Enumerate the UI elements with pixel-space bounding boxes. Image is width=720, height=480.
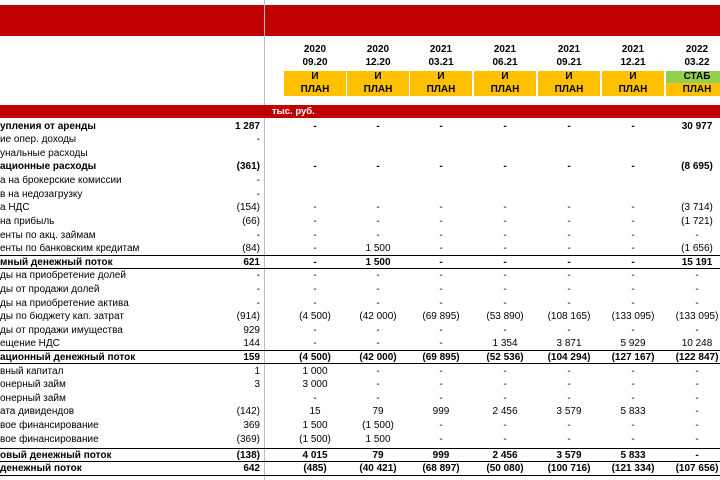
row-label: денежный поток: [0, 463, 82, 474]
row-total: 159: [243, 352, 260, 363]
row-total: 1 287: [234, 121, 260, 132]
table-cell: [540, 174, 598, 187]
row-total: 144: [243, 338, 260, 349]
header-label2: ПЛАН: [410, 83, 472, 96]
table-cell: -: [439, 243, 443, 254]
header-month: 12.21: [620, 57, 646, 68]
table-cell: -: [567, 366, 571, 377]
row-label: вое финансирование: [0, 420, 99, 431]
row-label: ды от продажи долей: [0, 284, 100, 295]
table-cell: -: [313, 243, 317, 254]
row-total: -: [256, 189, 260, 200]
table-cell: -: [631, 393, 635, 404]
header-year: 2021: [429, 44, 453, 55]
table-cell: 1 354: [492, 338, 518, 349]
table-cell: [668, 174, 720, 187]
table-cell: [476, 133, 534, 146]
header-year: 2020: [366, 44, 390, 55]
table-cell: -: [313, 230, 317, 241]
table-cell: [604, 147, 662, 160]
table-cell: -: [695, 284, 699, 295]
table-cell: -: [567, 270, 571, 281]
table-cell: -: [567, 257, 571, 268]
table-cell: (133 095): [675, 311, 719, 322]
row-divider: [0, 475, 720, 476]
table-cell: -: [376, 298, 380, 309]
table-cell: -: [567, 379, 571, 390]
table-cell: [668, 147, 720, 160]
table-cell: -: [376, 161, 380, 172]
header-label2: ПЛАН: [538, 83, 600, 96]
table-cell: -: [313, 202, 317, 213]
table-cell: -: [313, 121, 317, 132]
header-month: 06.21: [492, 57, 518, 68]
table-cell: -: [503, 379, 507, 390]
table-cell: -: [376, 393, 380, 404]
table-cell: [412, 188, 470, 201]
table-cell: [349, 174, 407, 187]
row-label: а на брокерские комиссии: [0, 175, 122, 186]
table-cell: -: [567, 230, 571, 241]
row-divider: [0, 448, 720, 449]
table-cell: -: [503, 284, 507, 295]
table-cell: (108 165): [547, 311, 591, 322]
table-cell: -: [695, 434, 699, 445]
row-label: ды на приобретение актива: [0, 298, 129, 309]
table-cell: -: [503, 121, 507, 132]
table-cell: 5 833: [620, 450, 646, 461]
table-cell: (121 334): [611, 463, 655, 474]
table-cell: -: [376, 366, 380, 377]
table-cell: [412, 147, 470, 160]
row-label: унальные расходы: [0, 148, 88, 159]
table-cell: -: [503, 230, 507, 241]
header-month: 09.20: [302, 57, 328, 68]
table-cell: [540, 188, 598, 201]
table-cell: -: [503, 434, 507, 445]
row-total: -: [256, 270, 260, 281]
table-cell: -: [631, 379, 635, 390]
header-label1: И: [284, 71, 346, 83]
table-cell: (485): [303, 463, 327, 474]
table-cell: -: [695, 379, 699, 390]
table-cell: [349, 133, 407, 146]
row-label: мный денежный поток: [0, 257, 113, 268]
table-cell: -: [313, 257, 317, 268]
table-cell: (52 536): [486, 352, 524, 363]
table-cell: 3 579: [556, 406, 582, 417]
header-label2: ПЛАН: [666, 83, 720, 96]
header-year: 2022: [685, 44, 709, 55]
table-cell: -: [376, 121, 380, 132]
table-cell: -: [695, 450, 699, 461]
table-cell: -: [567, 420, 571, 431]
header-label1: И: [602, 71, 664, 83]
header-label2: ПЛАН: [602, 83, 664, 96]
table-cell: -: [376, 230, 380, 241]
table-cell: 2 456: [492, 406, 518, 417]
table-cell: -: [439, 257, 443, 268]
row-label: ещение НДС: [0, 338, 60, 349]
row-total: 929: [243, 325, 260, 336]
table-cell: -: [503, 420, 507, 431]
table-cell: 15: [309, 406, 321, 417]
table-cell: -: [439, 270, 443, 281]
table-cell: (1 656): [681, 243, 713, 254]
table-cell: (133 095): [611, 311, 655, 322]
table-cell: -: [631, 121, 635, 132]
table-cell: 3 579: [556, 450, 582, 461]
table-cell: -: [695, 298, 699, 309]
table-cell: -: [439, 284, 443, 295]
table-cell: [412, 174, 470, 187]
table-cell: (8 695): [681, 161, 713, 172]
table-cell: (42 000): [359, 311, 397, 322]
row-total: (66): [242, 216, 260, 227]
table-cell: -: [631, 161, 635, 172]
table-cell: -: [439, 420, 443, 431]
table-cell: 5 929: [620, 338, 646, 349]
table-cell: (4 500): [299, 311, 331, 322]
table-cell: -: [567, 202, 571, 213]
row-label: онерный займ: [0, 379, 66, 390]
table-cell: -: [567, 161, 571, 172]
row-total: (84): [242, 243, 260, 254]
table-cell: 999: [432, 406, 450, 417]
header-label2: ПЛАН: [474, 83, 536, 96]
row-label: вое финансирование: [0, 434, 99, 445]
table-cell: -: [439, 230, 443, 241]
section-band: [0, 105, 720, 118]
table-cell: [668, 188, 720, 201]
table-cell: -: [439, 338, 443, 349]
table-cell: -: [439, 434, 443, 445]
table-cell: -: [376, 270, 380, 281]
table-cell: 2 456: [492, 450, 518, 461]
table-cell: -: [567, 284, 571, 295]
table-cell: 10 248: [681, 338, 713, 349]
row-divider: [0, 461, 720, 462]
table-cell: -: [439, 379, 443, 390]
table-cell: -: [503, 270, 507, 281]
table-cell: [476, 147, 534, 160]
table-cell: -: [695, 230, 699, 241]
table-cell: -: [503, 161, 507, 172]
row-label: ата дивидендов: [0, 406, 75, 417]
table-cell: (1 500): [362, 420, 394, 431]
header-label2: ПЛАН: [284, 83, 346, 96]
row-total: 369: [243, 420, 260, 431]
row-divider: [0, 268, 720, 269]
row-label: ды от продажи имущества: [0, 325, 123, 336]
table-cell: (40 421): [359, 463, 397, 474]
table-cell: -: [631, 434, 635, 445]
table-cell: [540, 133, 598, 146]
table-cell: 5 833: [620, 406, 646, 417]
row-total: (138): [236, 450, 260, 461]
table-cell: [604, 188, 662, 201]
title-bar: [0, 5, 720, 36]
units-label: тыс. руб.: [272, 106, 315, 117]
table-cell: 30 977: [681, 121, 713, 132]
table-cell: -: [503, 202, 507, 213]
table-cell: 999: [432, 450, 450, 461]
table-cell: -: [631, 325, 635, 336]
table-cell: [286, 188, 344, 201]
table-cell: -: [567, 121, 571, 132]
row-total: -: [256, 175, 260, 186]
table-cell: -: [631, 243, 635, 254]
table-cell: -: [439, 298, 443, 309]
row-label: онерный займ: [0, 393, 66, 404]
table-cell: -: [695, 406, 699, 417]
table-cell: (107 656): [675, 463, 719, 474]
row-label: ды на приобретение долей: [0, 270, 126, 281]
table-cell: [668, 133, 720, 146]
table-cell: -: [503, 393, 507, 404]
table-cell: -: [439, 366, 443, 377]
table-cell: -: [567, 216, 571, 227]
table-cell: (50 080): [486, 463, 524, 474]
row-label: ационные расходы: [0, 161, 97, 172]
row-label: на прибыль: [0, 216, 55, 227]
table-cell: -: [313, 338, 317, 349]
row-divider: [0, 255, 720, 256]
row-divider: [0, 363, 720, 364]
table-cell: -: [376, 202, 380, 213]
row-total: -: [256, 134, 260, 145]
table-cell: -: [503, 216, 507, 227]
row-label: енты по банковским кредитам: [0, 243, 140, 254]
table-cell: -: [313, 298, 317, 309]
column-separator: [264, 0, 265, 480]
row-total: [200, 392, 260, 405]
table-cell: -: [313, 325, 317, 336]
header-month: 03.22: [684, 57, 710, 68]
header-label1: И: [347, 71, 409, 83]
table-cell: -: [695, 325, 699, 336]
header-label1: И: [474, 71, 536, 83]
table-cell: (1 721): [681, 216, 713, 227]
table-cell: -: [376, 284, 380, 295]
table-cell: -: [695, 270, 699, 281]
table-cell: 1 000: [302, 366, 328, 377]
header-month: 12.20: [365, 57, 391, 68]
table-cell: -: [567, 325, 571, 336]
header-month: 03.21: [428, 57, 454, 68]
table-cell: 1 500: [302, 420, 328, 431]
table-cell: -: [567, 393, 571, 404]
table-cell: -: [439, 202, 443, 213]
row-total: 621: [243, 257, 260, 268]
table-cell: -: [439, 161, 443, 172]
table-cell: 1 500: [365, 434, 391, 445]
table-cell: (104 294): [547, 352, 591, 363]
row-total: 642: [243, 463, 260, 474]
table-cell: (69 895): [422, 352, 460, 363]
table-cell: (1 500): [299, 434, 331, 445]
table-cell: 3 000: [302, 379, 328, 390]
table-cell: [349, 188, 407, 201]
row-label: вный капитал: [0, 366, 64, 377]
header-year: 2021: [621, 44, 645, 55]
table-cell: -: [631, 230, 635, 241]
table-cell: (42 000): [359, 352, 397, 363]
header-month: 09.21: [556, 57, 582, 68]
table-cell: (122 847): [675, 352, 719, 363]
row-label: енты по акц. займам: [0, 230, 96, 241]
table-cell: 1 500: [365, 257, 391, 268]
table-cell: -: [313, 216, 317, 227]
table-cell: -: [503, 298, 507, 309]
table-cell: [412, 133, 470, 146]
table-cell: [604, 133, 662, 146]
table-cell: -: [313, 161, 317, 172]
table-cell: [476, 174, 534, 187]
table-cell: -: [631, 420, 635, 431]
table-cell: -: [631, 202, 635, 213]
table-cell: -: [313, 284, 317, 295]
header-label1: СТАБ: [666, 71, 720, 83]
table-cell: (69 895): [422, 311, 460, 322]
table-cell: -: [567, 434, 571, 445]
row-label: ды по бюджету кап. затрат: [0, 311, 124, 322]
table-cell: -: [503, 257, 507, 268]
table-cell: -: [695, 393, 699, 404]
table-cell: -: [631, 270, 635, 281]
table-cell: (68 897): [422, 463, 460, 474]
table-cell: 4 015: [302, 450, 328, 461]
table-cell: (4 500): [299, 352, 331, 363]
row-label: ие опер. доходы: [0, 134, 77, 145]
header-label2: ПЛАН: [347, 83, 409, 96]
table-cell: -: [313, 270, 317, 281]
table-cell: -: [631, 216, 635, 227]
table-cell: (53 890): [486, 311, 524, 322]
header-label1: И: [410, 71, 472, 83]
table-cell: -: [376, 325, 380, 336]
row-total: (154): [236, 202, 260, 213]
table-cell: -: [313, 393, 317, 404]
table-cell: [476, 188, 534, 201]
table-cell: (100 716): [547, 463, 591, 474]
table-cell: (3 714): [681, 202, 713, 213]
table-cell: [349, 147, 407, 160]
table-cell: 79: [372, 406, 384, 417]
table-cell: 3 871: [556, 338, 582, 349]
table-cell: [540, 147, 598, 160]
table-cell: -: [567, 298, 571, 309]
row-divider: [0, 350, 720, 351]
table-cell: [604, 174, 662, 187]
table-cell: -: [439, 393, 443, 404]
header-year: 2021: [557, 44, 581, 55]
row-label: ационный денежный поток: [0, 352, 136, 363]
row-label: упления от аренды: [0, 121, 96, 132]
table-cell: -: [376, 338, 380, 349]
row-total: 3: [254, 379, 260, 390]
row-total: 1: [254, 366, 260, 377]
header-label1: И: [538, 71, 600, 83]
row-total: (142): [236, 406, 260, 417]
table-cell: -: [376, 379, 380, 390]
row-label: в на недозагрузку: [0, 189, 83, 200]
table-cell: -: [631, 366, 635, 377]
table-cell: -: [503, 243, 507, 254]
table-cell: -: [439, 216, 443, 227]
row-total: -: [256, 284, 260, 295]
table-cell: -: [631, 298, 635, 309]
table-cell: 79: [372, 450, 384, 461]
table-cell: -: [631, 257, 635, 268]
row-total: (914): [236, 311, 260, 322]
row-label: а НДС: [0, 202, 30, 213]
row-total: -: [256, 298, 260, 309]
row-total: [200, 147, 260, 160]
table-cell: [286, 133, 344, 146]
header-year: 2021: [493, 44, 517, 55]
table-cell: -: [376, 216, 380, 227]
table-cell: -: [695, 420, 699, 431]
table-cell: [286, 147, 344, 160]
table-cell: -: [503, 325, 507, 336]
table-cell: -: [439, 121, 443, 132]
table-cell: -: [695, 366, 699, 377]
table-cell: -: [503, 366, 507, 377]
row-total: (369): [236, 434, 260, 445]
header-year: 2020: [303, 44, 327, 55]
table-cell: -: [439, 325, 443, 336]
row-total: -: [256, 230, 260, 241]
table-cell: (127 167): [611, 352, 655, 363]
table-cell: 1 500: [365, 243, 391, 254]
table-cell: [286, 174, 344, 187]
table-cell: -: [631, 284, 635, 295]
row-total: (361): [236, 161, 260, 172]
table-cell: 15 191: [681, 257, 713, 268]
table-cell: -: [567, 243, 571, 254]
row-label: овый денежный поток: [0, 450, 112, 461]
